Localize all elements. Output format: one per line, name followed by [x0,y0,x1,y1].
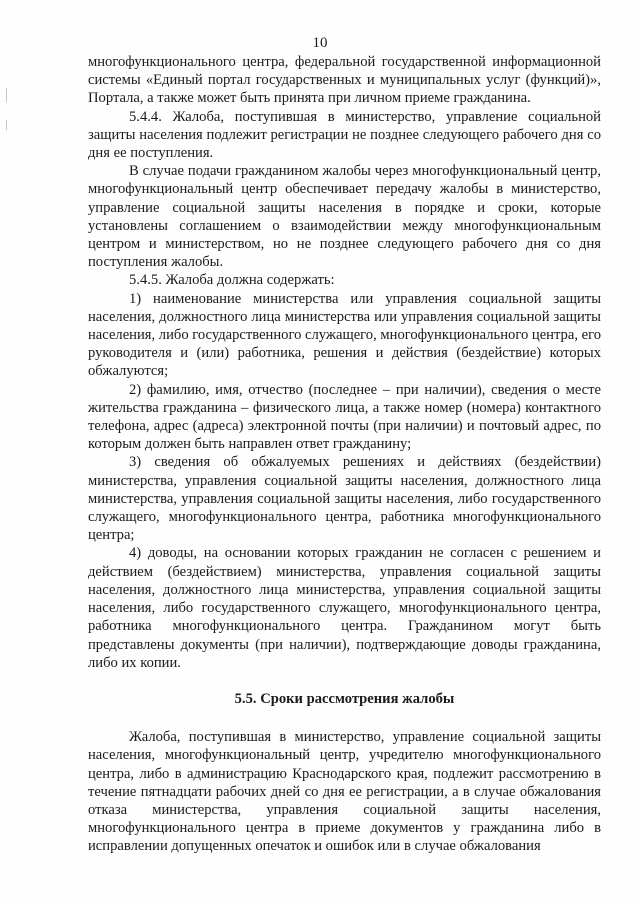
paragraph: 2) фамилию, имя, отчество (последнее – при наличии), сведения о месте жительства гражданина – физического лица, а также номер (номера) контактного телефона, адрес (адреса) электронной почты (при наличии) и почтовый адрес, по которым должен быть направлен ответ гражданину; [88,381,601,453]
paragraph: 5.4.4. Жалоба, поступившая в министерство, управление социальной защиты населения подлежит регистрации не позднее следующего рабочего дня со дня ее поступления. [88,108,601,162]
scan-edge-mark [6,88,7,102]
paragraph: В случае подачи гражданином жалобы через многофункциональный центр, многофункциональный центр обеспечивает передачу жалобы в министерство, управление социальной защиты населения в порядке и сроки, которые установлены соглашением о взаимодействии между многофункциональным центром и министерством, но не позднее следующего рабочего дня со дня поступления жалобы. [88,163,601,271]
section-heading: 5.5. Сроки рассмотрения жалобы [234,690,455,707]
page-number: 10 [312,35,328,51]
scan-edge-mark [6,120,7,130]
paragraph: 3) сведения об обжалуемых решениях и действиях (бездействии) министерства, управления социальной защиты населения, должностного лица министерства, управления социальной защиты населения, либо государственного служащего, многофункционального центра, работника многофункционального центра; [88,454,601,544]
document-body [88,53,601,856]
paragraph: 1) наименование министерства или управления социальной защиты населения, должностного лица министерства или управления социальной защиты населения, либо государственного служащего, многофункционального центра, его руководителя и (или) работника, решения и действия (бездействие) которых обжалуются; [88,290,602,380]
paragraph: Жалоба, поступившая в министерство, управление социальной защиты населения, многофункциональный центр, учредителю многофункционального центра, либо в администрацию Краснодарского края, подлежит рассмотрению в течение пятнадцати рабочих дней со дня ее регистрации, а в случае обжалования отказа министерства, управления социальной защиты населения, многофункционального центра в приеме документов у гражданина либо в исправлении допущенных опечаток и ошибок или в случае обжалования [88,729,601,855]
paragraph: 4) доводы, на основании которых гражданин не согласен с решением и действием (бездействием) министерства, управления социальной защиты населения, должностного лица министерства, управления социальной защиты населения, либо государственного служащего, многофункционального центра, работника многофункционального центра. Гражданином могут быть представлены документы (при наличии), подтверждающие доводы гражданина, либо их копии. [88,545,601,671]
paragraph: многофункционального центра, федеральной государственной информационной системы «Единый портал государственных и муниципальных услуг (функций)», Портала, а также может быть принята при личном приеме гражданина. [88,54,601,107]
paragraph: 5.4.5. Жалоба должна содержать: [129,272,335,289]
paragraph-group-terms [88,728,601,855]
paragraph-group-complaints [88,53,601,672]
